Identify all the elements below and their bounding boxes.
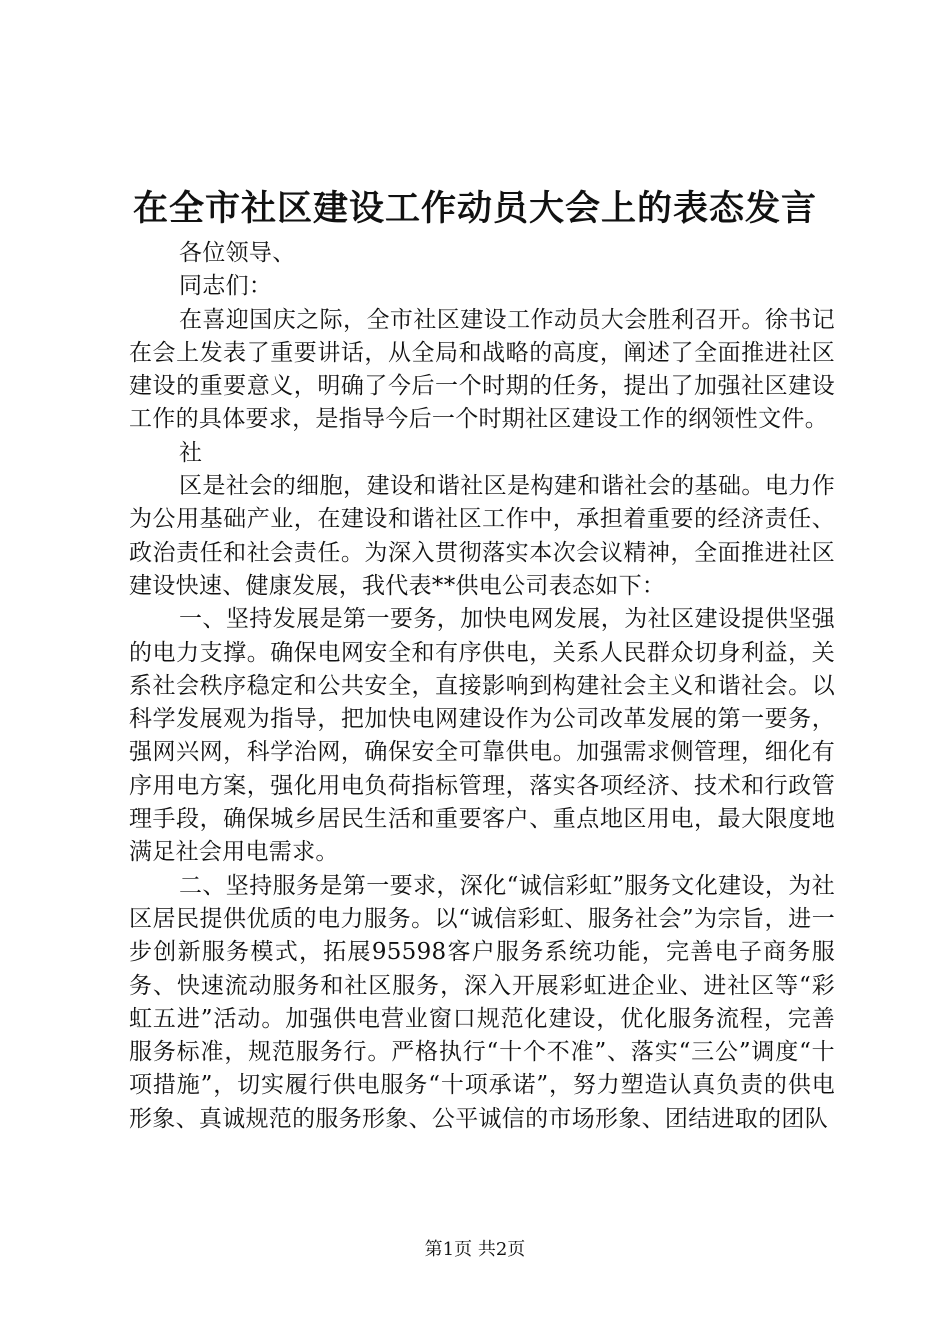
paragraph-opening: 在喜迎国庆之际，全市社区建设工作动员大会胜利召开。徐书记在会上发表了重要讲话，从全局和战略的高度，阐述了全面推进社区建设的重要意义，明确了今后一个时期的任务，提出了加强社区建设工作的具体要求，是指导今后一个时期社区建设工作的纲领性文件。 — [129, 306, 835, 433]
salutation-comrades: 同志们： — [179, 273, 273, 300]
document-body — [129, 237, 835, 1136]
salutation-leaders: 各位领导、 — [179, 240, 296, 266]
page-number-footer: 第1页 共2页 — [424, 1239, 526, 1260]
paragraph-point-one: 一、坚持发展是第一要务，加快电网发展，为社区建设提供坚强的电力支撑。确保电网安全和有序供电，关系人民群众切身利益，关系社会秩序稳定和公共安全，直接影响到构建社会主义和谐社会。以科学发展观为指导，把加快电网建设作为公司改革发展的第一要务，强网兴网，科学治网，确保安全可靠供电。加强需求侧管理，细化有序用电方案，强化用电负荷指标管理，落实各项经济、技术和行政管理手段，确保城乡居民生活和重要客户、重点地区用电，最大限度地满足社会用电需求。 — [129, 606, 835, 866]
paragraph-community: 区是社会的细胞，建设和谐社区是构建和谐社会的基础。电力作为公用基础产业，在建设和谐社区工作中，承担着重要的经济责任、政治责任和社会责任。为深入贯彻落实本次会议精神，全面推进社区建设快速、健康发展，我代表**供电公司表态如下： — [129, 473, 835, 599]
paragraph-point-two: 二、坚持服务是第一要求，深化“诚信彩虹”服务文化建设，为社区居民提供优质的电力服务。以“诚信彩虹、服务社会”为宗旨，进一步创新服务模式，拓展95598客户服务系统功能，完善电子商务服务、快速流动服务和社区服务，深入开展彩虹进企业、进社区等“彩虹五进”活动。加强供电营业窗口规范化建设，优化服务流程，完善服务标准，规范服务行。严格执行“十个不准”、落实“三公”调度“十项措施”，切实履行供电服务“十项承诺”，努力塑造认真负责的供电形象、真诚规范的服务形象、公平诚信的市场形象、团结进取的团队 — [129, 872, 835, 1132]
document-title: 在全市社区建设工作动员大会上的表态发言 — [132, 188, 817, 229]
paragraph-fragment: 社 — [179, 439, 203, 466]
